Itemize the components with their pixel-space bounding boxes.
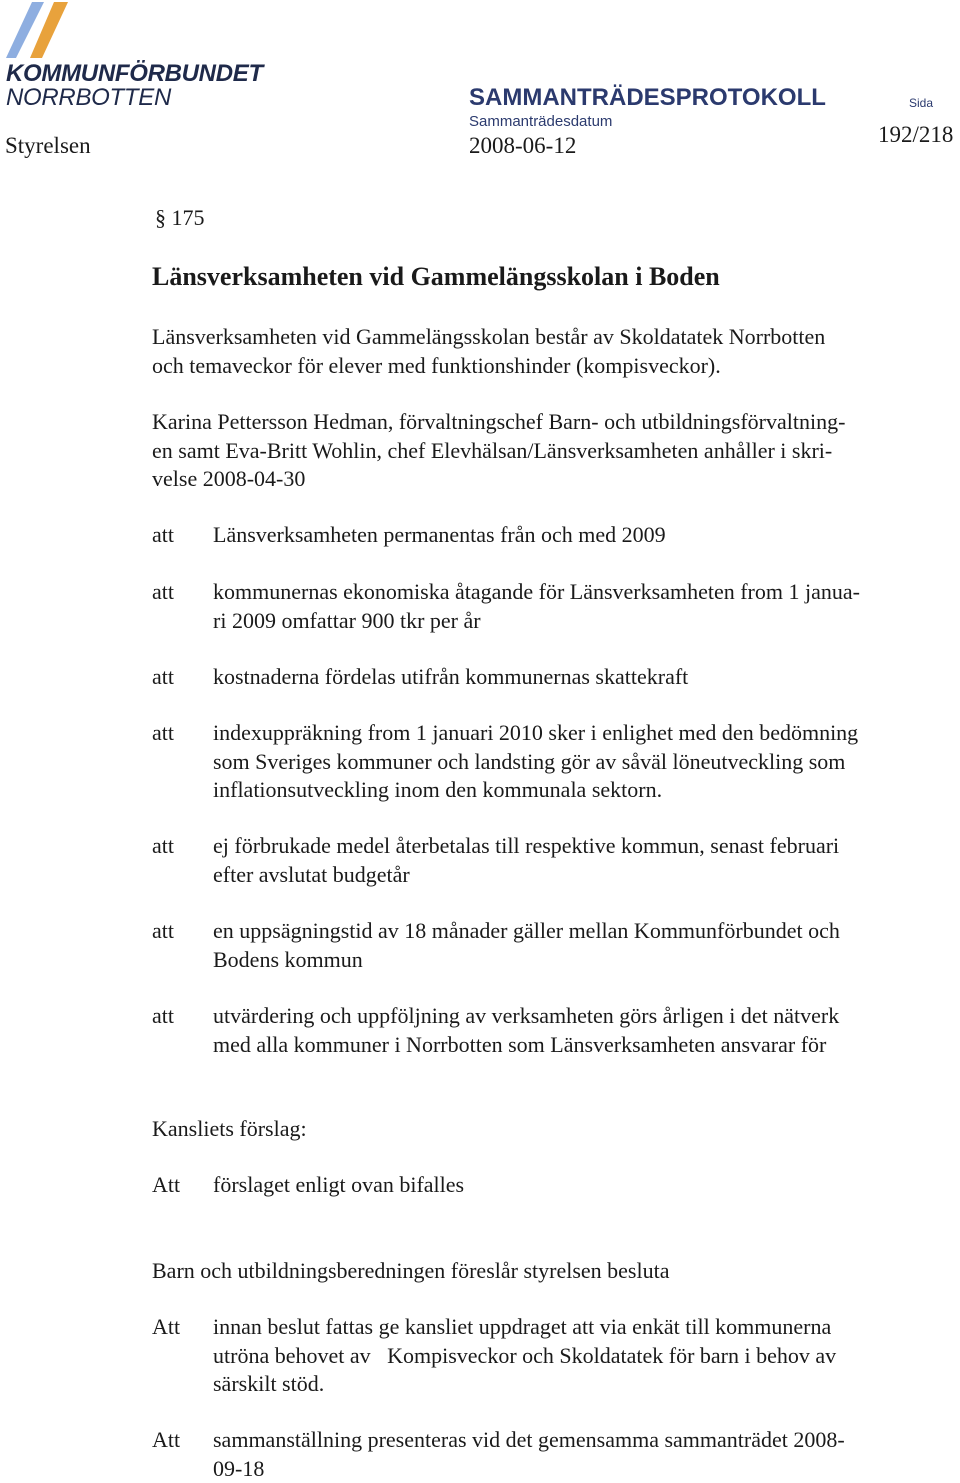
att-item-line: inflationsutveckling inom den kommunala sektorn. — [213, 776, 943, 805]
meeting-date-label: Sammanträdesdatum — [469, 113, 612, 130]
section-heading: Länsverksamheten vid Gammelängsskolan i Boden — [152, 262, 720, 292]
att-item-line: utvärdering och uppföljning av verksamheten görs årligen i det nätverk — [213, 1002, 943, 1031]
att-item-text — [213, 719, 943, 805]
att-item-text — [213, 832, 943, 889]
logo-text-line2: NORRBOTTEN — [6, 84, 171, 112]
att-item-line: en uppsägningstid av 18 månader gäller mellan Kommunförbundet och — [213, 917, 943, 946]
kansli-label: Kansliets förslag: — [152, 1115, 942, 1144]
beredning-item-text — [213, 1313, 943, 1399]
att-item-line: indexuppräkning from 1 januari 2010 sker i enlighet med den bedömning — [213, 719, 943, 748]
page-number: 192/218 — [878, 122, 953, 148]
beredning-intro: Barn och utbildningsberedningen föreslår styrelsen besluta — [152, 1257, 942, 1286]
page-label: Sida — [909, 96, 933, 110]
att-item-line: kommunernas ekonomiska åtagande för Länsverksamheten from 1 janua- — [213, 578, 943, 607]
logo-stripes-icon — [6, 2, 70, 64]
intro-paragraph — [152, 323, 942, 380]
att-item-text — [213, 1002, 943, 1059]
request-line: Karina Pettersson Hedman, förvaltningschef Barn- och utbildningsförvaltning- — [152, 408, 942, 437]
att-keyword: att — [152, 832, 174, 861]
request-line: en samt Eva-Britt Wohlin, chef Elevhälsan/Länsverksamheten anhåller i skri- — [152, 437, 942, 466]
att-item-line: Bodens kommun — [213, 946, 943, 975]
kansli-att-keyword: Att — [152, 1171, 180, 1200]
beredning-item-line: utröna behovet av Kompisveckor och Skoldatatek för barn i behov av — [213, 1342, 943, 1371]
att-keyword: att — [152, 521, 174, 550]
beredning-att-keyword: Att — [152, 1313, 180, 1342]
beredning-item-line: 09-18 — [213, 1455, 943, 1483]
logo-text-line1: KOMMUNFÖRBUNDET — [6, 60, 263, 88]
organ-label: Styrelsen — [5, 133, 91, 159]
att-item-text — [213, 663, 943, 692]
att-keyword: att — [152, 917, 174, 946]
att-item-line: ri 2009 omfattar 900 tkr per år — [213, 607, 943, 636]
intro-line: Länsverksamheten vid Gammelängsskolan består av Skoldatatek Norrbotten — [152, 323, 942, 352]
att-item-line: ej förbrukade medel återbetalas till respektive kommun, senast februari — [213, 832, 943, 861]
request-paragraph — [152, 408, 942, 494]
beredning-item-line: sammanställning presenteras vid det gemensamma sammanträdet 2008- — [213, 1426, 943, 1455]
att-item-text — [213, 578, 943, 635]
logo-mark — [6, 2, 70, 64]
intro-line: och temaveckor för elever med funktionshinder (kompisveckor). — [152, 352, 942, 381]
beredning-item-line: innan beslut fattas ge kansliet uppdraget att via enkät till kommunerna — [213, 1313, 943, 1342]
meeting-date-value: 2008-06-12 — [469, 133, 576, 159]
att-item-line: med alla kommuner i Norrbotten som Länsverksamheten ansvarar för — [213, 1031, 943, 1060]
beredning-item-line: särskilt stöd. — [213, 1370, 943, 1399]
request-line: velse 2008-04-30 — [152, 465, 942, 494]
att-item-line: kostnaderna fördelas utifrån kommunernas skattekraft — [213, 663, 943, 692]
kansli-proposal-text: förslaget enligt ovan bifalles — [213, 1171, 943, 1200]
att-item-line: som Sveriges kommuner och landsting gör av såväl löneutveckling som — [213, 748, 943, 777]
beredning-item-text — [213, 1426, 943, 1483]
paragraph-number: § 175 — [155, 205, 205, 231]
att-keyword: att — [152, 578, 174, 607]
att-keyword: att — [152, 1002, 174, 1031]
att-item-line: efter avslutat budgetår — [213, 861, 943, 890]
att-keyword: att — [152, 663, 174, 692]
att-keyword: att — [152, 719, 174, 748]
att-item-text — [213, 521, 943, 550]
att-item-text — [213, 917, 943, 974]
att-item-line: Länsverksamheten permanentas från och med 2009 — [213, 521, 943, 550]
beredning-att-keyword: Att — [152, 1426, 180, 1455]
document-title: SAMMANTRÄDESPROTOKOLL — [469, 84, 826, 112]
